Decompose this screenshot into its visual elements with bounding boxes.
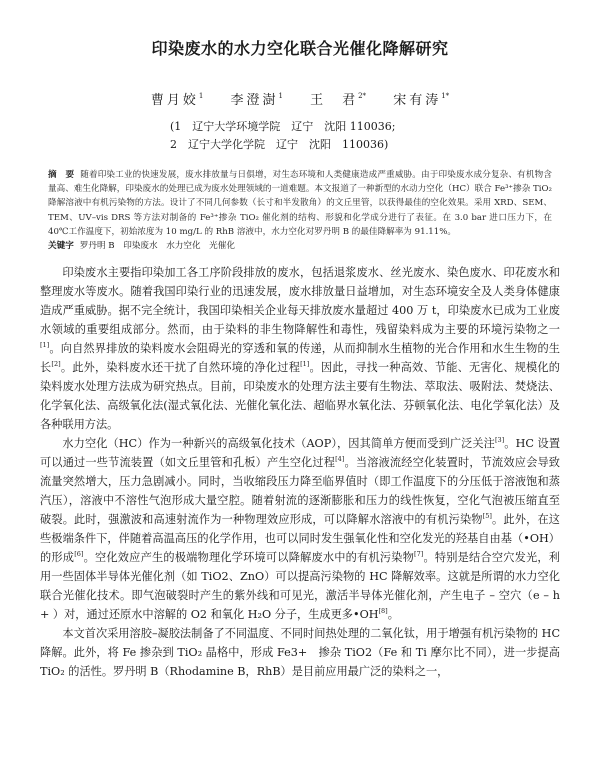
- author-name: 曹月姣$^1$: [150, 92, 204, 108]
- paper-title: 印染废水的水力空化联合光催化降解研究: [151, 39, 449, 58]
- author-affiliation-mark: 1*: [441, 92, 450, 100]
- citation-ref: [7]: [414, 550, 424, 559]
- citation-ref: [8]: [378, 607, 388, 616]
- body-paragraph: 本文首次采用溶胶–凝胶法制备了不同温度、不同时间热处理的二氧化钛，用于增强有机污染物的 HC 降解。此外，将 Fe 掺杂到 TiO₂ 晶格中，形成 Fe3+ 掺杂 TiO2（Fe 和 Ti 摩尔比不同），进一步提高 TiO₂ 的活性。罗丹明 B（Rhodamine B，RhB）是目前应用最广泛的染料之一，: [40, 627, 560, 679]
- abstract-text: 随着印染工业的快速发展，废水排放量与日俱增，对生态环境和人类健康造成严重威胁。由于印染废水成分复杂、有机物含量高、难生化降解，印染废水的处理已成为废水处理领域的一道难题。本文报道了一种新型的水动力空化（HC）联合 Fe³⁺掺杂 TiO₂ 降解溶液中有机污染物的方法。设计了不同几何参数（长寸和半发散角）的文丘里管，以获得最佳的空化效果。采用 XRD、SEM、TEM、UV–vis DRS 等方法对制备的 Fe³⁺掺杂 TiO₂ 催化剂的结构、形貌和化学成分进行了表征。在 3.0 bar 进口压力下，在 40℃工作温度下，初始浓度为 10 mg/L 的 RhB 溶液中，水力空化对罗丹明 B 的最佳降解率为 91.11%。: [48, 170, 552, 237]
- citation-ref: [5]: [482, 512, 492, 521]
- citation-ref: [4]: [335, 455, 345, 464]
- keywords-label: 关键字: [48, 241, 74, 252]
- keywords-text: 罗丹明 B 印染废水 水力空化 光催化: [79, 241, 235, 252]
- body-text: [40, 263, 560, 681]
- citation-ref: [6]: [74, 550, 84, 559]
- author-name: 宋有涛$^{1*}$: [393, 92, 450, 108]
- author-affiliation-mark: 2*: [358, 92, 367, 100]
- author-affiliation-mark: 1: [198, 92, 204, 100]
- abstract-block: [48, 168, 552, 239]
- citation-ref: [1]: [40, 341, 50, 350]
- body-paragraph: 印染废水主要指印染加工各工序阶段排放的废水，包括退浆废水、丝光废水、染色废水、印花废水和整理废水等废水。随着我国印染行业的迅速发展，废水排放量日益增加，对生态环境安全及人类身体健康造成严重威胁。据不完全统计，我国印染相关企业每天排放废水量超过 400 万 t，印染废水已成为工业废水领域的重要组成部分。然而，由于染料的非生物降解性和毒性，残留染料成为主要的环境污染物之一[1]。向自然界排放的染料废水会阻碍光的穿透和氧的传递，从而抑制水生植物的光合作用和水生生物的生长[2]。此外，染料废水还干扰了自然环境的净化过程[1]。因此，寻找一种高效、节能、无害化、规模化的染料废水处理方法成为研究热点。目前，印染废水的处理方法主要有生物法、萃取法、吸附法、焚烧法、化学氧化法、高级氧化法(湿式氧化法、光催化氧化法、超临界水氧化法、芬顿氧化法、电化学氧化法）及各种联用方法。: [40, 266, 560, 432]
- author-name: 王 君$^{2*}$: [310, 92, 367, 108]
- citation-ref: [3]: [494, 436, 505, 445]
- body-paragraph: 水力空化（HC）作为一种新兴的高级氧化技术（AOP），因其简单方便而受到广泛关注[3]。HC 设置可以通过一些节流装置（如文丘里管和孔板）产生空化过程[4]。当溶液流经空化装置时，节流效应会导致流量突然增大，压力急剧减小。同时，当收缩段压力降至临界值时（即工作温度下的分压低于溶液饱和蒸汽压），溶液中不溶性气泡形成大量空腔。随着射流的逐渐膨胀和压力的线性恢复，空化气泡被压缩直至破裂。此时，强激波和高速射流作为一种物理效应形成，可以降解水溶液中的有机污染物[5]。此外，在这些极端条件下，伴随着高温高压的化学作用，也可以同时发生强氧化性和空化发光的羟基自由基（•OH）的形成[6]。空化效应产生的极端物理化学环境可以降解废水中的有机污染物[7]。特别是结合空穴发光，利用一些固体半导体光催化剂（如 TiO2、ZnO）可以提高污染物的 HC 降解效率。这就是所谓的水力空化联合光催化技术。即气泡破裂时产生的紫外线和可见光，激活半导体光催化剂，产生电子 – 空穴（e – h + ）对，通过还原水中溶解的 O2 和氧化 H₂O 分子，生成更多•OH[8]。: [40, 436, 561, 622]
- affiliation-line: 2 辽宁大学化学院 辽宁 沈阳 110036): [170, 138, 389, 151]
- abstract-label: 摘 要: [48, 170, 75, 180]
- affiliation-line: (1 辽宁大学环境学院 辽宁 沈阳 110036;: [170, 120, 396, 133]
- author-affiliation-mark: 1: [278, 92, 283, 100]
- citation-ref: [1]: [300, 360, 310, 369]
- keywords-block: [48, 239, 552, 253]
- author-name: 李澄澍$^1$: [230, 92, 283, 108]
- author-list: [40, 89, 560, 108]
- citation-ref: [2]: [51, 360, 61, 369]
- affiliation-block: [170, 118, 560, 154]
